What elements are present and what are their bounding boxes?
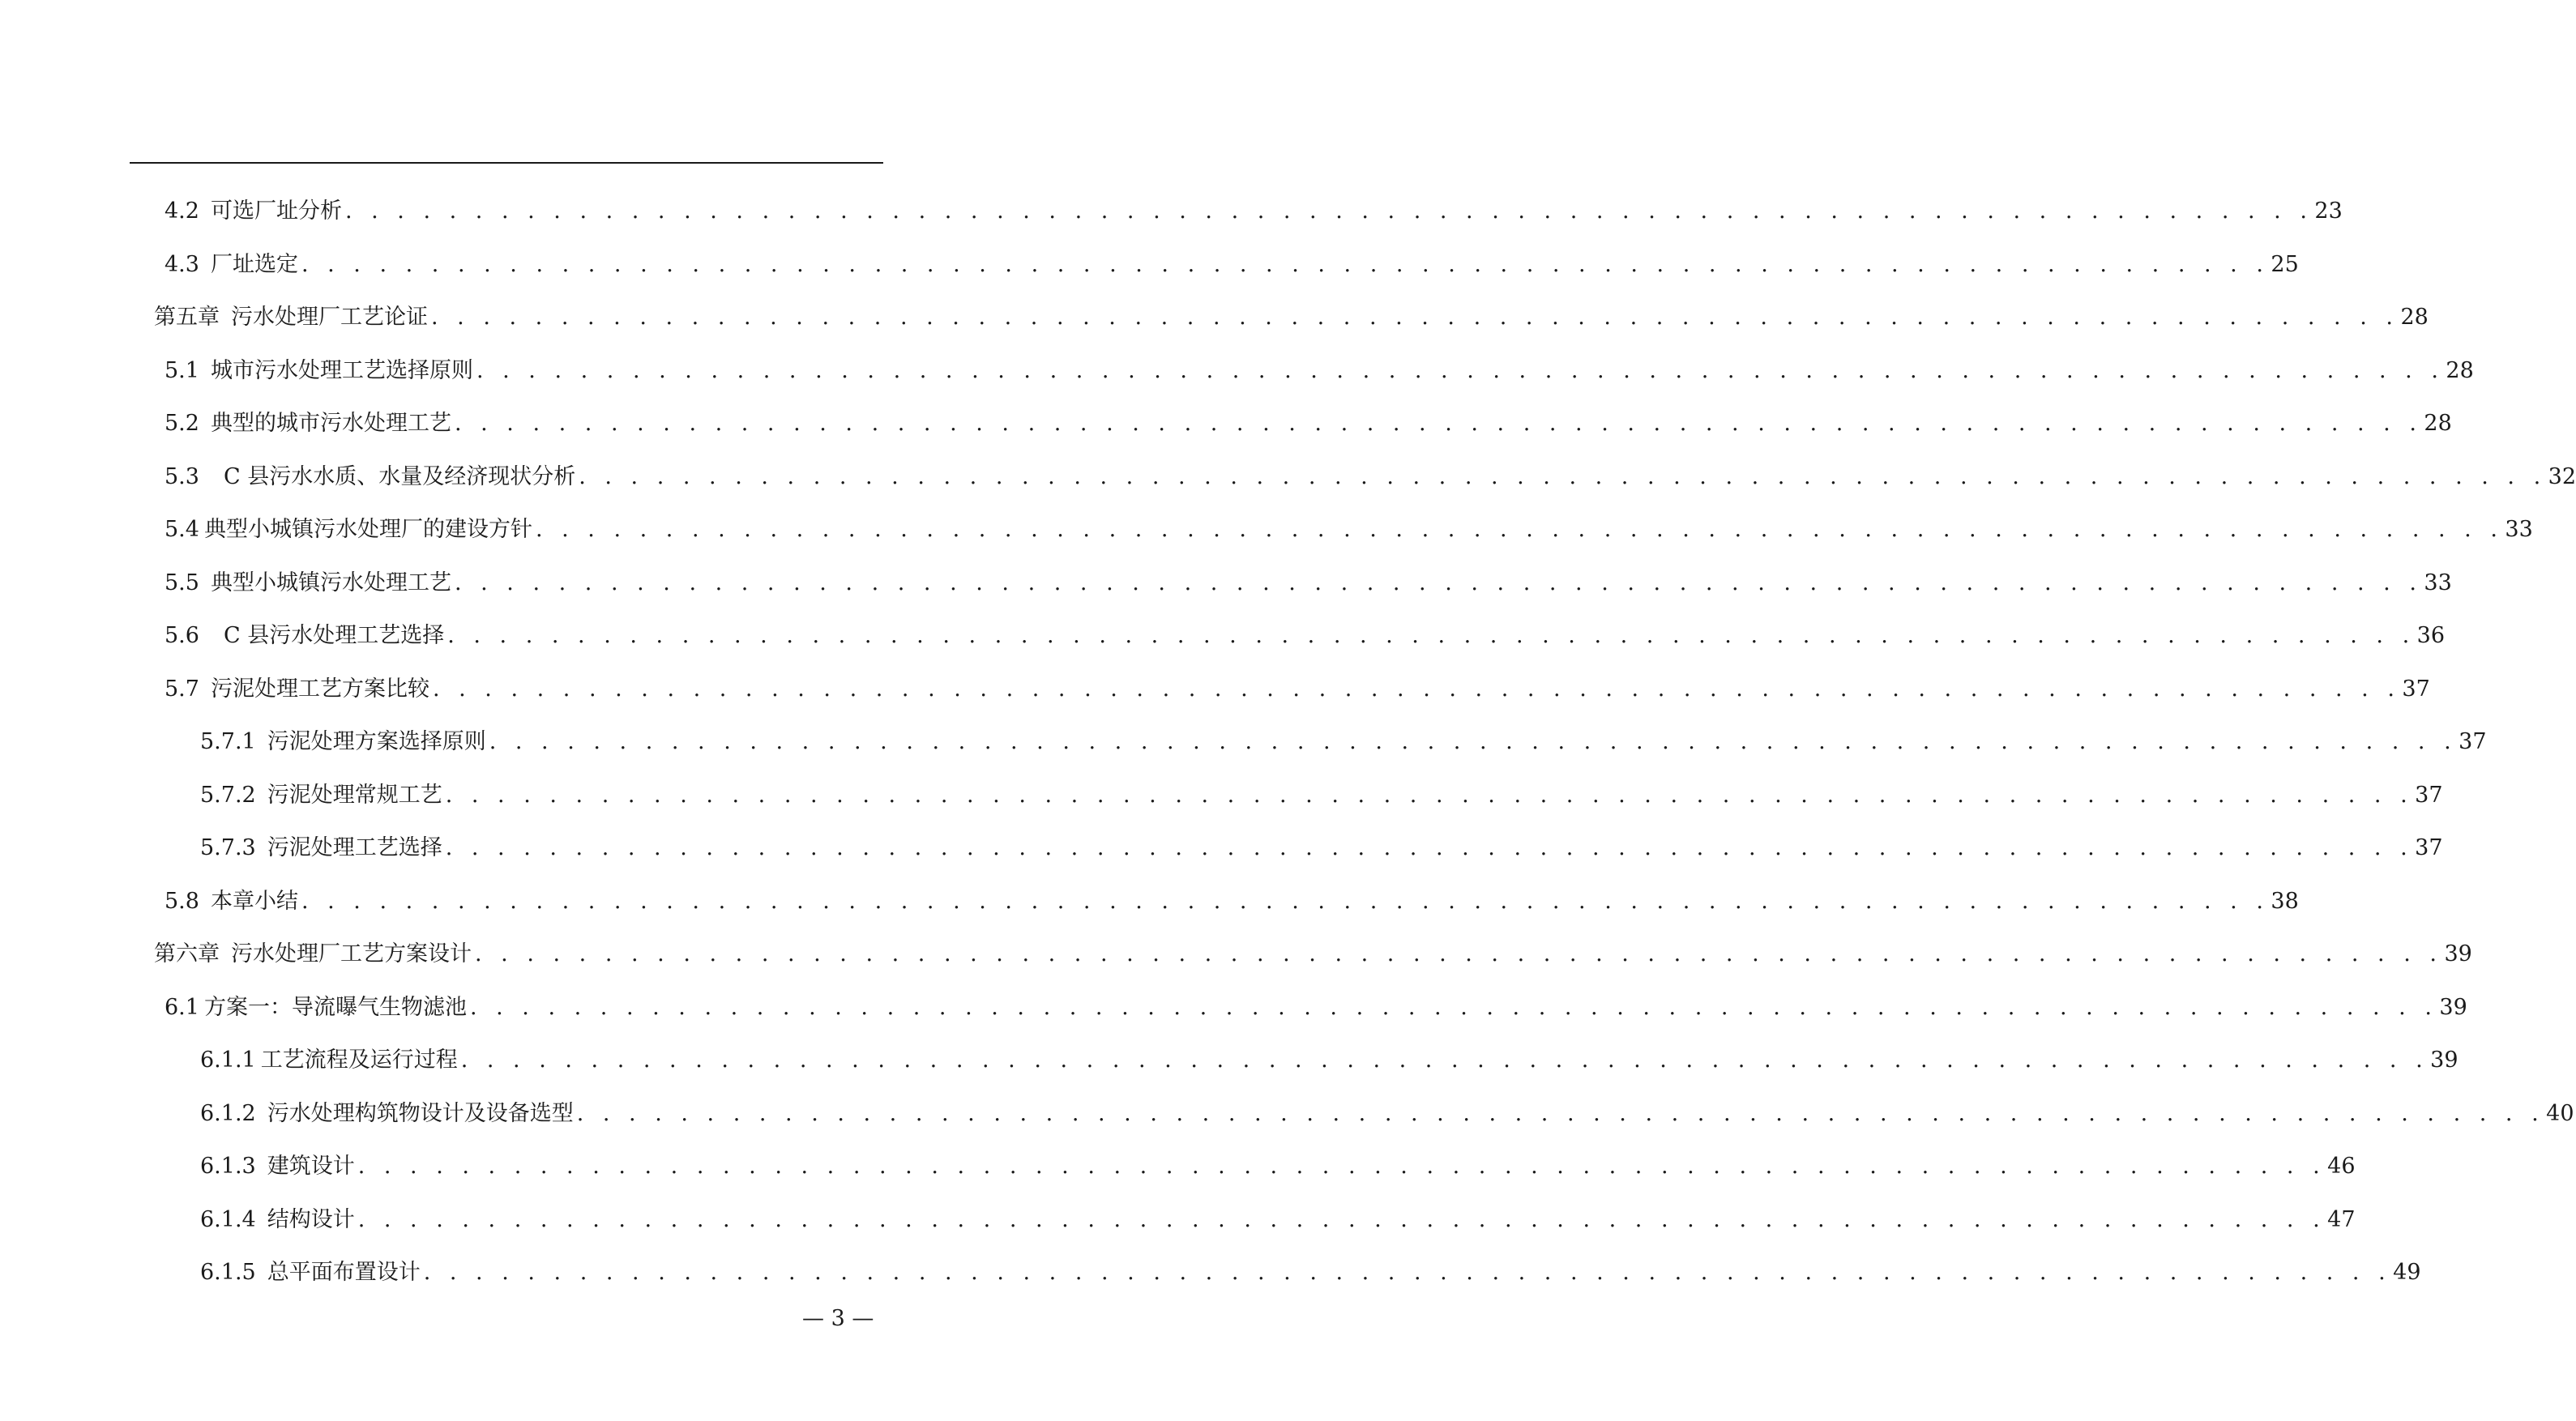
toc-entry-page: 37 [2402,676,2430,702]
toc-entry-title: 典型小城镇污水处理厂的建设方针 [203,517,532,543]
toc-entry-title: 污泥处理工艺方案比较 [210,676,429,702]
toc-entry[interactable] [0,238,2299,292]
toc-entry-title: 本章小结 [210,888,298,914]
toc-entry-page: 37 [2459,729,2487,755]
toc-entry-page: 36 [2416,623,2446,649]
toc-entry-number: 4.3 [164,251,199,277]
toc-entry-page: 33 [2424,570,2452,595]
toc-entry[interactable] [0,981,2467,1035]
toc-leader-dots: . . . . . . . . . . . . . . . . . . . . . . . . . . . . . . . . . . . . . . . . . . . . . . . . . . . . . . . . . . . . . . . . . . . . . . . . . . . . [423,1260,2392,1286]
toc-entry-number: 5.6 [164,623,199,649]
toc-entry-title: 污泥处理工艺选择 [267,835,442,861]
toc-entry-title: 污泥处理常规工艺 [267,782,442,808]
toc-entry[interactable] [0,663,2430,716]
toc-entry-page: 37 [2415,782,2443,808]
toc-entry-number: 5.7.2 [200,782,256,808]
toc-entry-title: 城市污水处理工艺选择原则 [210,357,473,383]
toc-leader-dots: . . . . . . . . . . . . . . . . . . . . . . . . . . . . . . . . . . . . . . . . . . . . . . . . . . . . . . . . . . . . . . . . . . . . . . . . . . . . [445,835,2414,861]
toc-entry-page: 38 [2271,888,2299,914]
toc-entry[interactable] [0,609,2446,663]
toc-entry-title: 方案一：导流曝气生物滤池 [203,994,467,1020]
toc-entry-title: 污水处理厂工艺方案设计 [231,941,472,967]
toc-entry-title: 厂址选定 [210,251,298,277]
toc-entry[interactable] [0,450,2576,504]
toc-leader-dots: . . . . . . . . . . . . . . . . . . . . . . . . . . . . . . . . . . . . . . . . . . . . . . . . . . . . . . . . . . . . . . . . . . . . . . . . . . . . [344,198,2313,224]
toc-leader-dots: . . . . . . . . . . . . . . . . . . . . . . . . . . . . . . . . . . . . . . . . . . . . . . . . . . . . . . . . . . . . . . . . . . . . . . . . . . . . [576,1100,2545,1126]
toc-entry[interactable] [0,557,2452,610]
toc-entry-number: 5.7.1 [200,729,256,755]
toc-entry-page: 39 [2430,1048,2459,1073]
toc-leader-dots: . . . . . . . . . . . . . . . . . . . . . . . . . . . . . . . . . . . . . . . . . . . . . . . . . . . . . . . . . . . . . . . . . . . . . . . . . . . . [301,251,2270,277]
toc-entry-title: 典型的城市污水处理工艺 [210,411,451,437]
toc-entry-number: 5.3 [164,463,199,489]
toc-leader-dots: . . . . . . . . . . . . . . . . . . . . . . . . . . . . . . . . . . . . . . . . . . . . . . . . . . . . . . . . . . . . . . . . . . . . . . . . . . . . [535,517,2504,543]
toc-entry-title: 可选厂址分析 [210,198,342,224]
toc-entry-number: 5.2 [164,411,199,437]
toc-entry-number: 5.8 [164,888,199,914]
toc-entry-page: 25 [2271,251,2299,277]
toc-entry-page: 33 [2505,517,2533,543]
toc-entry-number: 5.5 [164,570,199,595]
header-rule [130,162,883,164]
toc-entry-title: 污水处理厂工艺论证 [231,305,428,331]
toc-entry[interactable] [0,821,2443,875]
toc-entry-page: 46 [2327,1154,2356,1180]
toc-entry[interactable] [0,928,2472,981]
toc-entry-number: 5.7.3 [200,835,256,861]
toc-entry[interactable] [0,1193,2356,1247]
toc-entry-number: 6.1.2 [200,1100,256,1126]
toc-entry[interactable] [0,397,2452,450]
toc-entry-title: 工艺流程及运行过程 [260,1048,458,1073]
toc-leader-dots: . . . . . . . . . . . . . . . . . . . . . . . . . . . . . . . . . . . . . . . . . . . . . . . . . . . . . . . . . . . . . . . . . . . . . . . . . . . . [431,305,2399,331]
toc-leader-dots: . . . . . . . . . . . . . . . . . . . . . . . . . . . . . . . . . . . . . . . . . . . . . . . . . . . . . . . . . . . . . . . . . . . . . . . . . . . . [301,888,2270,914]
toc-leader-dots: . . . . . . . . . . . . . . . . . . . . . . . . . . . . . . . . . . . . . . . . . . . . . . . . . . . . . . . . . . . . . . . . . . . . . . . . . . . . [460,1048,2429,1073]
toc-leader-dots: . . . . . . . . . . . . . . . . . . . . . . . . . . . . . . . . . . . . . . . . . . . . . . . . . . . . . . . . . . . . . . . . . . . . . . . . . . . . [357,1206,2326,1232]
toc-entry-page: 39 [2439,994,2467,1020]
toc-entry-title: C 县污水处理工艺选择 [223,623,445,649]
toc-entry-page: 40 [2546,1100,2574,1126]
toc-entry[interactable] [0,769,2443,822]
toc-leader-dots: . . . . . . . . . . . . . . . . . . . . . . . . . . . . . . . . . . . . . . . . . . . . . . . . . . . . . . . . . . . . . . . . . . . . . . . . . . . . [447,623,2416,649]
toc-entry-number: 6.1.4 [200,1206,256,1232]
toc-entry-page: 37 [2415,835,2443,861]
toc-entry-title: 典型小城镇污水处理工艺 [210,570,451,595]
toc-entry-title: 建筑设计 [267,1154,355,1180]
toc-entry-page: 39 [2444,941,2472,967]
toc-entry[interactable] [0,1087,2574,1141]
toc-entry[interactable] [0,291,2429,344]
toc-leader-dots: . . . . . . . . . . . . . . . . . . . . . . . . . . . . . . . . . . . . . . . . . . . . . . . . . . . . . . . . . . . . . . . . . . . . . . . . . . . . [454,411,2423,437]
page-number: — 3 — [802,1306,874,1331]
toc-leader-dots: . . . . . . . . . . . . . . . . . . . . . . . . . . . . . . . . . . . . . . . . . . . . . . . . . . . . . . . . . . . . . . . . . . . . . . . . . . . . [469,994,2438,1020]
toc-entry-number: 4.2 [164,198,199,224]
toc-entry-title: 结构设计 [267,1206,355,1232]
toc-entry-number: 5.7 [164,676,199,702]
toc-leader-dots: . . . . . . . . . . . . . . . . . . . . . . . . . . . . . . . . . . . . . . . . . . . . . . . . . . . . . . . . . . . . . . . . . . . . . . . . . . . . [454,570,2423,595]
toc-entry-number: 第五章 [154,305,220,331]
toc-entry-title: C 县污水水质、水量及经济现状分析 [223,463,576,489]
toc-entry[interactable] [0,344,2474,398]
toc-entry[interactable] [0,1034,2459,1087]
toc-entry-title: 污泥处理方案选择原则 [267,729,486,755]
toc-entry-page: 23 [2314,198,2343,224]
toc-entry-page: 28 [2400,305,2429,331]
toc-entry[interactable] [0,503,2533,557]
toc-entry-page: 32 [2548,463,2576,489]
toc-entry-number: 6.1.5 [200,1260,256,1286]
toc-entry[interactable] [0,1140,2356,1193]
toc-entry[interactable] [0,875,2299,928]
toc-leader-dots: . . . . . . . . . . . . . . . . . . . . . . . . . . . . . . . . . . . . . . . . . . . . . . . . . . . . . . . . . . . . . . . . . . . . . . . . . . . . [432,676,2401,702]
toc-entry-title: 污水处理构筑物设计及设备选型 [267,1100,574,1126]
toc-entry-page: 28 [2446,357,2474,383]
toc-entry-number: 5.4 [164,517,199,543]
toc-entry-number: 第六章 [154,941,220,967]
toc-entry-page: 49 [2393,1260,2421,1286]
toc-entry-number: 6.1.1 [200,1048,256,1073]
toc-entry-number: 5.1 [164,357,199,383]
toc-leader-dots: . . . . . . . . . . . . . . . . . . . . . . . . . . . . . . . . . . . . . . . . . . . . . . . . . . . . . . . . . . . . . . . . . . . . . . . . . . . . [475,941,2443,967]
toc-entry[interactable] [0,185,2343,238]
toc-entry-title: 总平面布置设计 [267,1260,421,1286]
toc-entry-page: 28 [2424,411,2452,437]
table-of-contents [0,185,2576,1299]
toc-leader-dots: . . . . . . . . . . . . . . . . . . . . . . . . . . . . . . . . . . . . . . . . . . . . . . . . . . . . . . . . . . . . . . . . . . . . . . . . . . . . [579,463,2547,489]
toc-entry-number: 6.1 [164,994,199,1020]
toc-entry[interactable] [0,715,2487,769]
toc-leader-dots: . . . . . . . . . . . . . . . . . . . . . . . . . . . . . . . . . . . . . . . . . . . . . . . . . . . . . . . . . . . . . . . . . . . . . . . . . . . . [489,729,2458,755]
toc-leader-dots: . . . . . . . . . . . . . . . . . . . . . . . . . . . . . . . . . . . . . . . . . . . . . . . . . . . . . . . . . . . . . . . . . . . . . . . . . . . . [357,1154,2326,1180]
toc-leader-dots: . . . . . . . . . . . . . . . . . . . . . . . . . . . . . . . . . . . . . . . . . . . . . . . . . . . . . . . . . . . . . . . . . . . . . . . . . . . . [476,357,2445,383]
toc-entry-number: 6.1.3 [200,1154,256,1180]
toc-entry-page: 47 [2327,1206,2356,1232]
toc-entry[interactable] [0,1246,2421,1299]
toc-leader-dots: . . . . . . . . . . . . . . . . . . . . . . . . . . . . . . . . . . . . . . . . . . . . . . . . . . . . . . . . . . . . . . . . . . . . . . . . . . . . [445,782,2414,808]
